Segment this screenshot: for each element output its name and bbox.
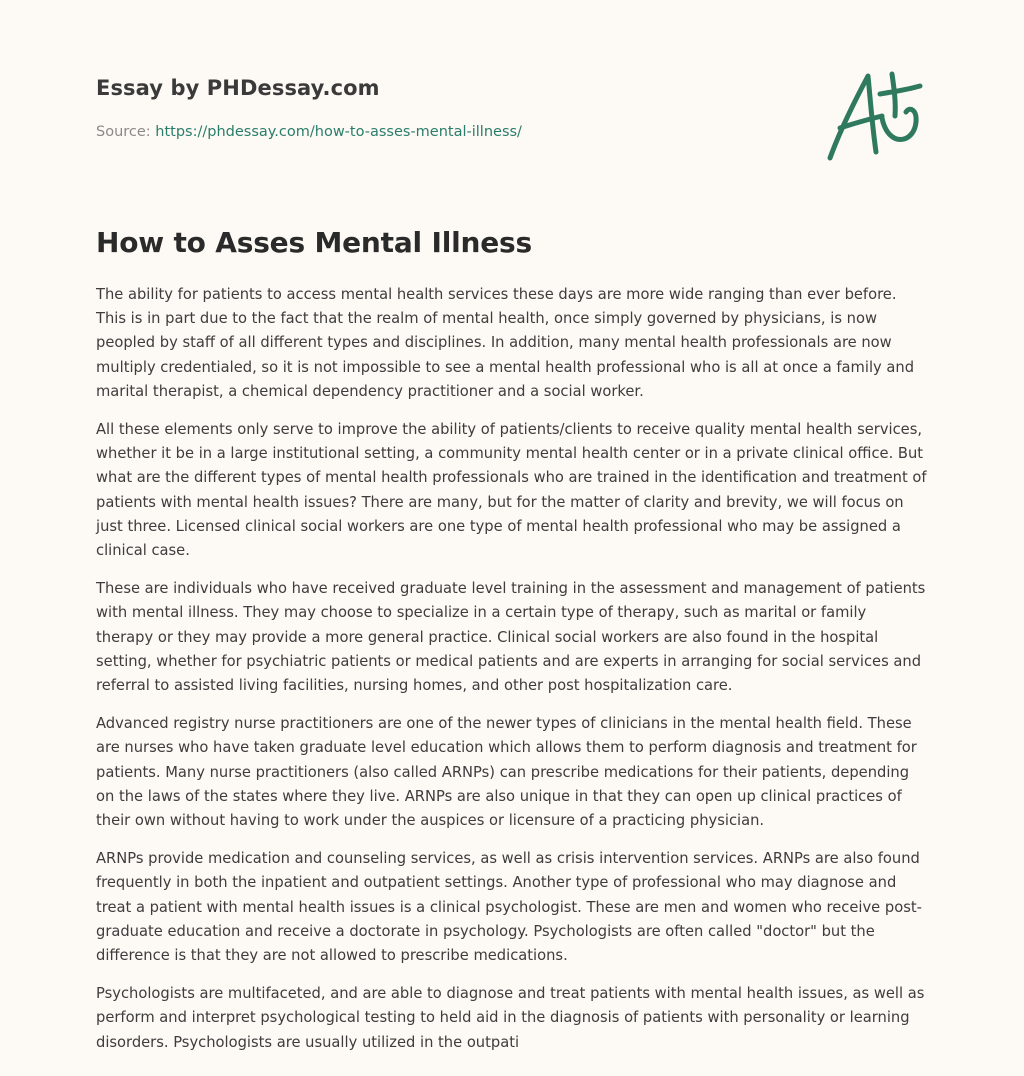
- paragraph-4: Advanced registry nurse practitioners are one of the newer types of clinicians in the mental health field. These are nurses who have taken graduate level education which allows them to perform diagnosis and treatment for patients. Many nurse practitioners (also called ARNPs) can prescribe medications for their patients, depending on the laws of the states where they live. ARNPs are also unique in that they can open up clinical practices of their own without having to work under the auspices or licensure of a practicing physician.: [96, 715, 917, 830]
- paragraph-3: These are individuals who have received graduate level training in the assessment and management of patients with mental illness. They may choose to specialize in a certain type of therapy, such as marital or family therapy or they may provide a more general practice. Clinical social workers are also found in the hospital setting, whether for psychiatric patients or medical patients and are experts in arranging for social services and referral to assisted living facilities, nursing homes, and other post hospitalization care.: [96, 580, 926, 695]
- site-brand: Essay by PHDessay.com: [96, 76, 380, 100]
- source-link[interactable]: https://phdessay.com/how-to-asses-mental-illness/: [155, 124, 522, 140]
- paragraph-5: ARNPs provide medication and counseling services, as well as crisis intervention services. ARNPs are also found frequently in both the inpatient and outpatient settings. Another type of professional who may diagnose and treat a patient with mental health issues is a clinical psychologist. These are men and women who receive post-graduate education and receive a doctorate in psychology. Psychologists are often called "doctor" but the difference is that they are not allowed to prescribe medications.: [96, 850, 922, 965]
- paragraph-6: Psychologists are multifaceted, and are able to diagnose and treat patients with mental health issues, as well as perform and interpret psychological testing to held aid in the diagnosis of patients with personality or learning disorders. Psychologists are usually utilized in the outpati: [96, 985, 925, 1051]
- a-plus-logo-icon: [822, 66, 932, 166]
- essay-title: How to Asses Mental Illness: [96, 226, 532, 259]
- essay-body: [96, 283, 928, 1069]
- paragraph-2: All these elements only serve to improve the ability of patients/clients to receive quality mental health services, whether it be in a large institutional setting, a community mental health center or in a private clinical office. But what are the different types of mental health professionals who are trained in the identification and treatment of patients with mental health issues? There are many, but for the matter of clarity and brevity, we will focus on just three. Licensed clinical social workers are one type of mental health professional who may be assigned a clinical case.: [96, 421, 927, 560]
- paragraph-1: The ability for patients to access mental health services these days are more wide ranging than ever before. This is in part due to the fact that the realm of mental health, once simply governed by physicians, is now peopled by staff of all different types and disciplines. In addition, many mental health professionals are now multiply credentialed, so it is not impossible to see a mental health professional who is all at once a family and marital therapist, a chemical dependency practitioner and a social worker.: [96, 286, 915, 400]
- source-line: [96, 124, 522, 140]
- source-label: Source:: [96, 124, 151, 140]
